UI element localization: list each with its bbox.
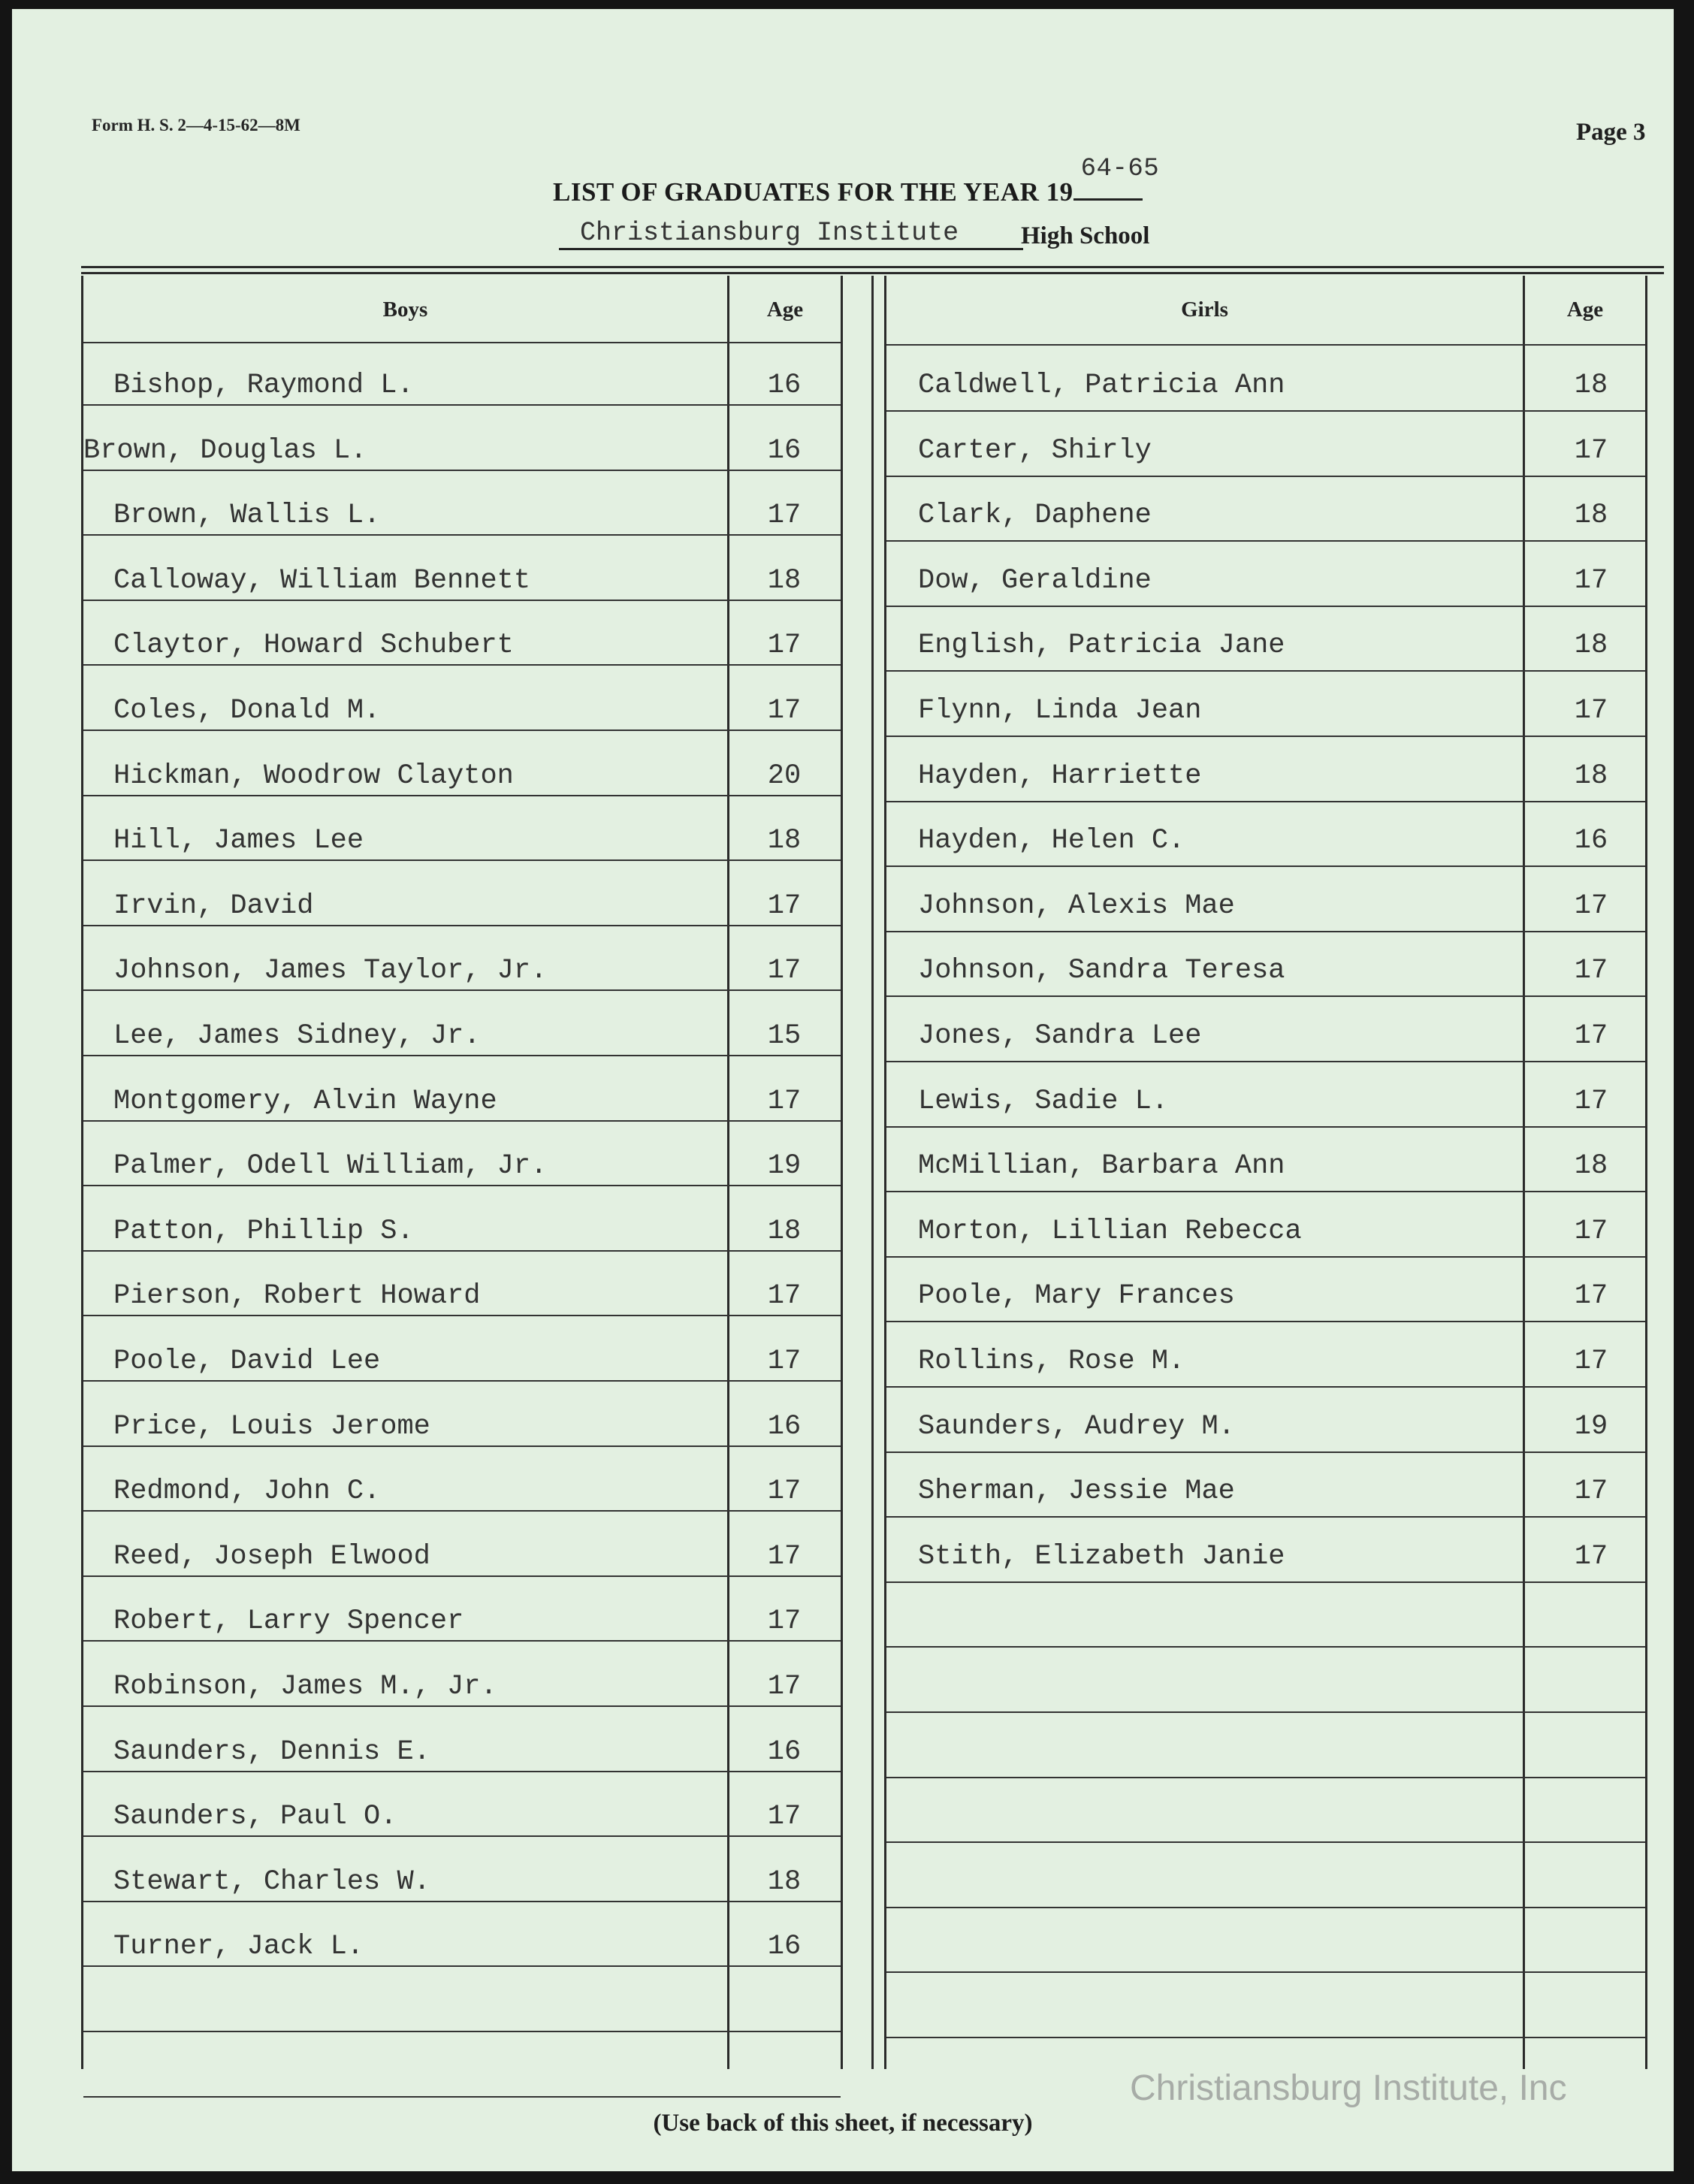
boy-age: 18 [767, 825, 802, 856]
girl-name: Saunders, Audrey M. [918, 1411, 1235, 1442]
school-name: Christiansburg Institute [580, 218, 959, 248]
row-rule [83, 1705, 841, 1707]
row-rule [83, 1120, 841, 1122]
girl-age: 16 [1574, 825, 1608, 856]
boy-name: Turner, Jack L. [113, 1931, 364, 1962]
row-rule [83, 1250, 841, 1252]
girl-age: 17 [1574, 1216, 1608, 1247]
header-row-rule [83, 342, 841, 343]
boy-age: 17 [767, 1280, 802, 1312]
girl-age: 17 [1574, 1476, 1608, 1507]
year-value: 64-65 [1080, 155, 1160, 183]
boy-age: 19 [767, 1150, 802, 1182]
girl-age: 17 [1574, 890, 1608, 922]
row-rule [83, 2096, 841, 2098]
row-rule [83, 1835, 841, 1837]
girl-name: English, Patricia Jane [918, 630, 1285, 661]
girl-age: 17 [1574, 1280, 1608, 1312]
column-divider [1523, 276, 1525, 2069]
column-divider [81, 276, 83, 2069]
row-rule [83, 664, 841, 666]
boy-name: Irvin, David [113, 890, 314, 922]
form-identifier: Form H. S. 2—4-15-62—8M [92, 116, 300, 134]
boy-name: Patton, Phillip S. [113, 1216, 414, 1247]
girl-name: Carter, Shirly [918, 435, 1152, 467]
row-rule [83, 1901, 841, 1902]
boy-age: 17 [767, 1346, 802, 1377]
girl-name: Hayden, Harriette [918, 760, 1202, 792]
girls-column-header: Girls [1181, 298, 1228, 322]
boy-age: 17 [767, 1801, 802, 1832]
boy-name: Stewart, Charles W. [113, 1866, 430, 1898]
row-rule [886, 670, 1645, 672]
row-rule [83, 1185, 841, 1186]
boy-name: Poole, David Lee [113, 1346, 381, 1377]
watermark: Christiansburg Institute, Inc [1130, 2068, 1567, 2108]
row-rule [83, 1771, 841, 1772]
boy-age: 17 [767, 955, 802, 986]
boy-age: 17 [767, 1541, 802, 1572]
row-rule [83, 2031, 841, 2032]
boy-name: Palmer, Odell William, Jr. [113, 1150, 548, 1182]
row-rule [886, 540, 1645, 542]
school-name-field [559, 218, 1023, 250]
row-rule [886, 1386, 1645, 1388]
girl-age: 18 [1574, 630, 1608, 661]
row-rule [886, 1971, 1645, 1973]
row-rule [886, 476, 1645, 477]
row-rule [83, 600, 841, 601]
row-rule [83, 795, 841, 796]
boy-name: Claytor, Howard Schubert [113, 630, 514, 661]
girl-name: Morton, Lillian Rebecca [918, 1216, 1302, 1247]
girl-name: Johnson, Sandra Teresa [918, 955, 1285, 986]
girl-name: Rollins, Rose M. [918, 1346, 1185, 1377]
age-column-header: Age [766, 298, 804, 322]
footer-note: (Use back of this sheet, if necessary) [653, 2110, 1033, 2137]
row-rule [886, 1451, 1645, 1453]
row-rule [83, 859, 841, 861]
boy-age: 18 [767, 1866, 802, 1898]
title-text: LIST OF GRADUATES FOR THE YEAR 19 [553, 177, 1073, 207]
girl-name: Clark, Daphene [918, 500, 1152, 531]
boy-name: Coles, Donald M. [113, 695, 381, 726]
row-rule [886, 2037, 1645, 2038]
age-column-header: Age [1566, 298, 1604, 322]
header-rule [81, 266, 1664, 268]
boy-age: 20 [767, 760, 802, 792]
row-rule [886, 931, 1645, 932]
boy-name: Redmond, John C. [113, 1476, 381, 1507]
row-rule [886, 410, 1645, 412]
boy-name: Brown, Douglas L. [83, 435, 367, 467]
boy-name: Saunders, Paul O. [113, 1801, 397, 1832]
row-rule [83, 1510, 841, 1512]
form-sheet [12, 9, 1674, 2171]
document-title [553, 155, 1160, 207]
boy-age: 16 [767, 370, 802, 401]
girl-age: 18 [1574, 500, 1608, 531]
row-rule [886, 1321, 1645, 1322]
row-rule [83, 1640, 841, 1642]
row-rule [886, 1711, 1645, 1713]
row-rule [886, 801, 1645, 802]
boy-age: 18 [767, 1216, 802, 1247]
boy-name: Robert, Larry Spencer [113, 1606, 464, 1637]
boy-name: Reed, Joseph Elwood [113, 1541, 430, 1572]
boy-name: Johnson, James Taylor, Jr. [113, 955, 548, 986]
girl-name: Caldwell, Patricia Ann [918, 370, 1285, 401]
column-divider [841, 276, 843, 2069]
row-rule [886, 1256, 1645, 1258]
girl-age: 17 [1574, 1346, 1608, 1377]
girl-age: 17 [1574, 1020, 1608, 1052]
boy-age: 17 [767, 1086, 802, 1117]
row-rule [83, 1380, 841, 1382]
row-rule [886, 1191, 1645, 1192]
row-rule [886, 1516, 1645, 1518]
girl-name: McMillian, Barbara Ann [918, 1150, 1285, 1182]
school-type-label: High School [1021, 222, 1150, 249]
row-rule [886, 1907, 1645, 1908]
row-rule [886, 1061, 1645, 1062]
row-rule [886, 865, 1645, 867]
row-rule [83, 1315, 841, 1316]
boy-name: Pierson, Robert Howard [113, 1280, 481, 1312]
row-rule [886, 736, 1645, 737]
row-rule [83, 730, 841, 731]
page-number: Page 3 [1576, 119, 1646, 146]
column-divider [884, 276, 886, 2069]
girl-age: 18 [1574, 370, 1608, 401]
girl-name: Sherman, Jessie Mae [918, 1476, 1235, 1507]
boy-name: Bishop, Raymond L. [113, 370, 414, 401]
girl-name: Stith, Elizabeth Janie [918, 1541, 1285, 1572]
boy-name: Saunders, Dennis E. [113, 1736, 430, 1768]
boy-age: 17 [767, 500, 802, 531]
row-rule [886, 1581, 1645, 1583]
row-rule [83, 534, 841, 536]
row-rule [83, 1445, 841, 1447]
boy-name: Hickman, Woodrow Clayton [113, 760, 514, 792]
boy-age: 18 [767, 565, 802, 597]
girl-age: 19 [1574, 1411, 1608, 1442]
girl-name: Johnson, Alexis Mae [918, 890, 1235, 922]
boy-name: Calloway, William Bennett [113, 565, 531, 597]
boys-column-header: Boys [382, 298, 428, 322]
row-rule [83, 1055, 841, 1056]
boy-name: Lee, James Sidney, Jr. [113, 1020, 481, 1052]
boy-age: 17 [767, 1476, 802, 1507]
boy-age: 17 [767, 1671, 802, 1702]
header-rule [81, 272, 1664, 274]
row-rule [886, 1841, 1645, 1843]
girl-age: 17 [1574, 1541, 1608, 1572]
girl-age: 18 [1574, 1150, 1608, 1182]
boy-age: 17 [767, 890, 802, 922]
boy-name: Brown, Wallis L. [113, 500, 381, 531]
year-field [1073, 155, 1160, 201]
column-divider [1645, 276, 1647, 2069]
row-rule [83, 925, 841, 926]
boy-name: Robinson, James M., Jr. [113, 1671, 497, 1702]
girl-age: 17 [1574, 435, 1608, 467]
row-rule [83, 1965, 841, 1967]
boy-name: Hill, James Lee [113, 825, 364, 856]
girl-name: Dow, Geraldine [918, 565, 1152, 597]
boy-age: 16 [767, 1931, 802, 1962]
column-divider [727, 276, 729, 2069]
row-rule [886, 1777, 1645, 1778]
boy-age: 16 [767, 1411, 802, 1442]
girl-age: 18 [1574, 760, 1608, 792]
girl-age: 17 [1574, 955, 1608, 986]
girl-age: 17 [1574, 1086, 1608, 1117]
row-rule [886, 1126, 1645, 1128]
girl-name: Lewis, Sadie L. [918, 1086, 1169, 1117]
row-rule [83, 404, 841, 406]
boy-name: Montgomery, Alvin Wayne [113, 1086, 497, 1117]
boy-age: 17 [767, 695, 802, 726]
boy-age: 17 [767, 630, 802, 661]
row-rule [83, 470, 841, 471]
row-rule [83, 989, 841, 991]
boy-age: 15 [767, 1020, 802, 1052]
row-rule [83, 1575, 841, 1577]
girl-age: 17 [1574, 565, 1608, 597]
row-rule [886, 606, 1645, 607]
boy-age: 16 [767, 1736, 802, 1768]
boy-age: 16 [767, 435, 802, 467]
girl-name: Jones, Sandra Lee [918, 1020, 1202, 1052]
girl-name: Hayden, Helen C. [918, 825, 1185, 856]
row-rule [886, 995, 1645, 997]
girl-age: 17 [1574, 695, 1608, 726]
header-row-rule [886, 344, 1645, 346]
boy-name: Price, Louis Jerome [113, 1411, 430, 1442]
girl-name: Flynn, Linda Jean [918, 695, 1202, 726]
boy-age: 17 [767, 1606, 802, 1637]
girl-name: Poole, Mary Frances [918, 1280, 1235, 1312]
row-rule [886, 1646, 1645, 1648]
column-divider [871, 276, 874, 2069]
